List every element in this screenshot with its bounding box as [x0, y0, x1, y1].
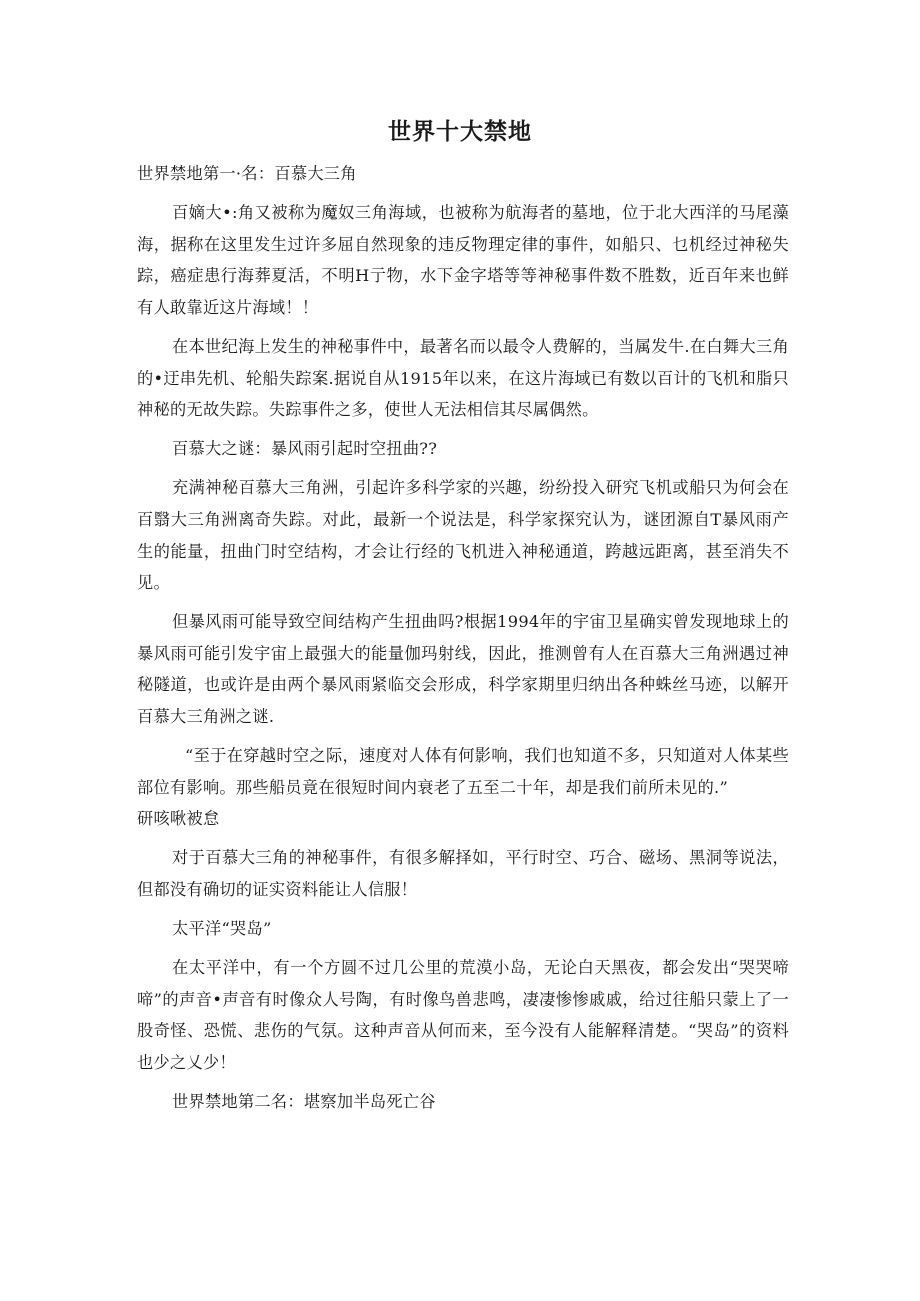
section-heading-rank-2: 世界禁地第二名：堪察加半岛死亡谷 — [172, 1092, 436, 1112]
document-body — [137, 158, 789, 1125]
document-title: 世界十大禁地 — [388, 119, 532, 145]
paragraph-crying-island: 在太平洋中，有一个方圆不过几公里的荒漠小岛，无论白天黑夜，都会发出“哭哭啼啼”的声音•声音有时像众人号陶，有时像鸟兽悲鸣，凄凄惨惨戚戚，给过往船只蒙上了一股奇怪、恐慌、悲伤的气氛。这种声音从何而来，至今没有人能解释清楚。“哭岛”的资料也少之乂少！ — [137, 958, 789, 1072]
paragraph-storm-distortion: 但暴风雨可能导致空间结构产生扭曲吗?根据1994年的宇宙卫星确实曾发现地球上的暴风雨可能引发宇宙上最强大的能量伽玛射线，因此，推测曾有人在百慕大三角洲遇过神秘隧道，也或许是由两个暴风雨紧临交会形成，科学家期里归纳出各种蛛丝马迹，以解开百慕大三角洲之谜. — [137, 612, 789, 726]
paragraph-bermuda-disappearances: 在本世纪海上发生的神秘事件中，最著名而以最令人费解的，当属发牛.在白舞大三角的•迂串先机、轮船失踪案.据说自从1915年以来，在这片海域已有数以百计的飞机和脂只神秘的无故失踪。失踪事件之多，使世人无法相信其尽属偶然。 — [137, 336, 789, 420]
paragraph-scientist-theory: 充满神秘百慕大三角洲，引起许多科学家的兴趣，纷纷投入研究飞机或船只为何会在百翳大三角洲离奇失踪。对此，最新一个说法是，科学家探究认为，谜团源自T暴风雨产生的能量，扭曲门时空结构，才会让行经的飞机进入神秘通道，跨越远距离，甚至消失不见。 — [137, 478, 789, 593]
paragraph-quote: “至于在穿越时空之际，速度对人体有何影响，我们也知道不多，只知道对人体某些部位有影响。那些船员竟在很短时间内衰老了五至二十年，却是我们前所未见的.” — [137, 746, 789, 797]
paragraph-explanations: 对于百慕大三角的神秘事件，有很多解择如，平行时空、巧合、磁场、黑洞等说法，但都没有确切的证实资料能让人信服！ — [137, 848, 789, 899]
subheading-crying-island: 太平洋“哭岛” — [172, 919, 272, 939]
section-heading-rank-1: 世界禁地第一·名：百慕大三角 — [137, 164, 357, 183]
subheading-storm-theory: 百慕大之谜：暴风雨引起时空扭曲?? — [172, 439, 438, 459]
paragraph-bermuda-intro: 百嫡大•:角又被称为魔奴三角海域，也被称为航海者的墓地，位于北大西洋的马尾藻海，据称在这里发生过许多屈自然现象的违反物理定律的事件，如船只、乜机经过神秘失踪，癌症患行海葬夏活，不明H亍物，水下金字塔等等神秘事件数不胜数，近百年来也鲜有人敢靠近这片海域！！ — [137, 203, 789, 317]
paragraph-quote-source: 研咳啾被怠 — [137, 809, 220, 829]
